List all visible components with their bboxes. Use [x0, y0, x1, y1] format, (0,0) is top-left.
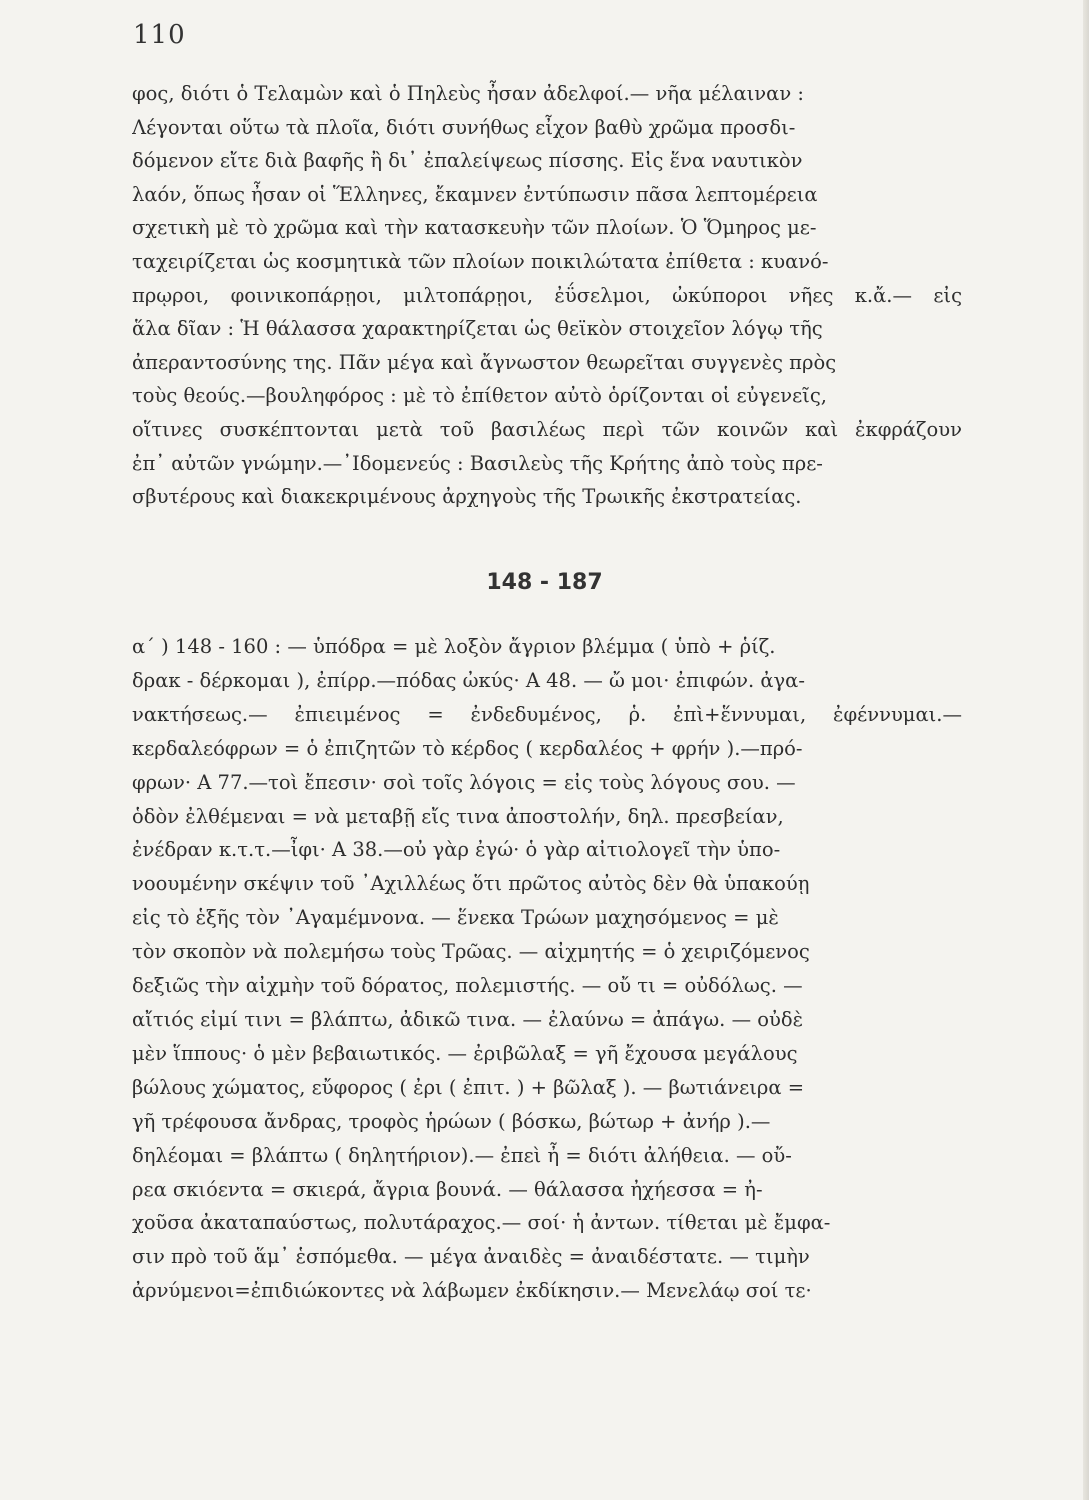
text-line: σχετικὴ μὲ τὸ χρῶμα καὶ τὴν κατασκευὴν τῶν πλοίων. Ὁ Ὅμηρος με-: [132, 216, 817, 240]
text-line: χοῦσα ἀκαταπαύστως, πολυτάραχος.— σοί· ἡ ἀντων. τίθεται μὲ ἔμφα-: [132, 1211, 831, 1235]
text-line: σβυτέρους καὶ διακεκριμένους ἀρχηγοὺς τῆς Τρωικῆς ἐκστρατείας.: [132, 485, 802, 509]
text-line: τὸν σκοπὸν νὰ πολεμήσω τοὺς Τρῶας. — αἰχμητής = ὁ χειριζόμενος: [132, 940, 810, 964]
text-line: ἀπεραντοσύνης της. Πᾶν μέγα καὶ ἄγνωστον θεωρεῖται συγγενὲς πρὸς: [132, 350, 837, 374]
text-line: ἅλα δῖαν : Ἡ θάλασσα χαρακτηρίζεται ὡς θεϊκὸν στοιχεῖον λόγῳ τῆς: [132, 317, 823, 341]
text-line: δηλέομαι = βλάπτω ( δηλητήριον).— ἐπεὶ ἦ = διότι ἀλήθεια. — οὔ-: [132, 1143, 792, 1167]
text-line: λαόν, ὅπως ἦσαν οἱ Ἕλληνες, ἔκαμνεν ἐντύπωσιν πᾶσα λεπτομέρεια: [132, 182, 818, 206]
text-line: σιν πρὸ τοῦ ἅμ᾿ ἑσπόμεθα. — μέγα ἀναιδὲς = ἀναιδέστατε. — τιμὴν: [132, 1245, 810, 1269]
text-line: φος, διότι ὁ Τελαμὼν καὶ ὁ Πηλεὺς ἦσαν ἀδελφοί.— νῆα μέλαιναν :: [132, 82, 804, 105]
text-line: τοὺς θεούς.—βουληφόρος : μὲ τὸ ἐπίθετον αὐτὸ ὁρίζονται οἱ εὐγενεῖς,: [132, 384, 827, 408]
text-line: ρεα σκιόεντα = σκιερά, ἄγρια βουνά. — θάλασσα ἠχήεσσα = ἠ-: [132, 1177, 763, 1201]
text-line: γῆ τρέφουσα ἄνδρας, τροφὸς ἡρώων ( βόσκω, βώτωρ + ἀνήρ ).—: [132, 1109, 771, 1133]
section-heading: 148 - 187: [486, 570, 603, 595]
text-line: αἴτιός εἰμί τινι = βλάπτω, ἀδικῶ τινα. — ἐλαύνω = ἀπάγω. — οὐδὲ: [132, 1007, 804, 1031]
text-line: δρακ - δέρκομαι ), ἐπίρρ.—πόδας ὠκύς· Α 48. — ὤ μοι· ἐπιφών. ἀγα-: [132, 668, 805, 692]
text-line: οἵτινες συσκέπτονται μετὰ τοῦ βασιλέως περὶ τῶν κοινῶν καὶ ἐκφράζουν: [132, 417, 962, 441]
text-line: α´ ) 148 - 160 : — ὑπόδρα = μὲ λοξὸν ἄγριον βλέμμα ( ὑπὸ + ῥίζ.: [132, 635, 776, 658]
text-line: δόμενον εἴτε διὰ βαφῆς ἢ δι᾿ ἐπαλείψεως πίσσης. Εἰς ἕνα ναυτικὸν: [132, 149, 803, 173]
text-line: εἰς τὸ ἑξῆς τὸν ᾿Αγαμέμνονα. — ἕνεκα Τρώων μαχησόμενος = μὲ: [132, 906, 779, 930]
page-number: 110: [133, 20, 186, 50]
text-line: Λέγονται οὕτω τὰ πλοῖα, διότι συνήθως εἶχον βαθὺ χρῶμα προσδι-: [132, 115, 796, 139]
text-line: ἐπ᾿ αὐτῶν γνώμην.—᾿Ιδομενεύς : Βασιλεὺς τῆς Κρήτης ἀπὸ τοὺς πρε-: [132, 451, 823, 475]
commentary-paragraph-1: [132, 77, 962, 514]
commentary-paragraph-2: [132, 630, 962, 1308]
text-line: ὁδὸν ἐλθέμεναι = νὰ μεταβῇ εἴς τινα ἀποστολήν, δηλ. πρεσβείαν,: [132, 804, 784, 828]
text-line: πρῳροι, φοινικοπάρῃοι, μιλτοπάρῃοι, ἐΰσελμοι, ὠκύποροι νῆες κ.ἄ.— εἰς: [132, 283, 962, 307]
text-line: μὲν ἵππους· ὁ μὲν βεβαιωτικός. — ἐριβῶλαξ = γῆ ἔχουσα μεγάλους: [132, 1041, 798, 1065]
text-line: ταχειρίζεται ὡς κοσμητικὰ τῶν πλοίων ποικιλώτατα ἐπίθετα : κυανό-: [132, 249, 829, 273]
text-line: κερδαλεόφρων = ὁ ἐπιζητῶν τὸ κέρδος ( κερδαλέος + φρήν ).—πρό-: [132, 736, 803, 760]
text-line: ἀρνύμενοι=ἐπιδιώκοντες νὰ λάβωμεν ἐκδίκησιν.— Μενελάῳ σοί τε·: [132, 1279, 812, 1303]
text-line: βώλους χώματος, εὔφορος ( ἐρι ( ἐπιτ. ) + βῶλαξ ). — βωτιάνειρα =: [132, 1075, 805, 1099]
text-line: νοουμένην σκέψιν τοῦ ᾿Αχιλλέως ὅτι πρῶτος αὐτὸς δὲν θὰ ὑπακούῃ: [132, 872, 810, 896]
text-line: φρων· Α 77.—τοὶ ἔπεσιν· σοὶ τοῖς λόγοις = εἰς τοὺς λόγους σου. —: [132, 770, 796, 794]
text-line: νακτήσεως.— ἐπιειμένος = ἐνδεδυμένος, ῥ. ἐπὶ+ἕννυμαι, ἐφέννυμαι.—: [132, 702, 962, 726]
page-edge-shadow: [1083, 0, 1089, 1500]
text-line: δεξιῶς τὴν αἰχμὴν τοῦ δόρατος, πολεμιστής. — οὔ τι = οὐδόλως. —: [132, 974, 803, 998]
text-line: ἐνέδραν κ.τ.τ.—ἶφι· Α 38.—οὐ γὰρ ἐγώ· ὁ γὰρ αἰτιολογεῖ τὴν ὑπο-: [132, 838, 781, 862]
